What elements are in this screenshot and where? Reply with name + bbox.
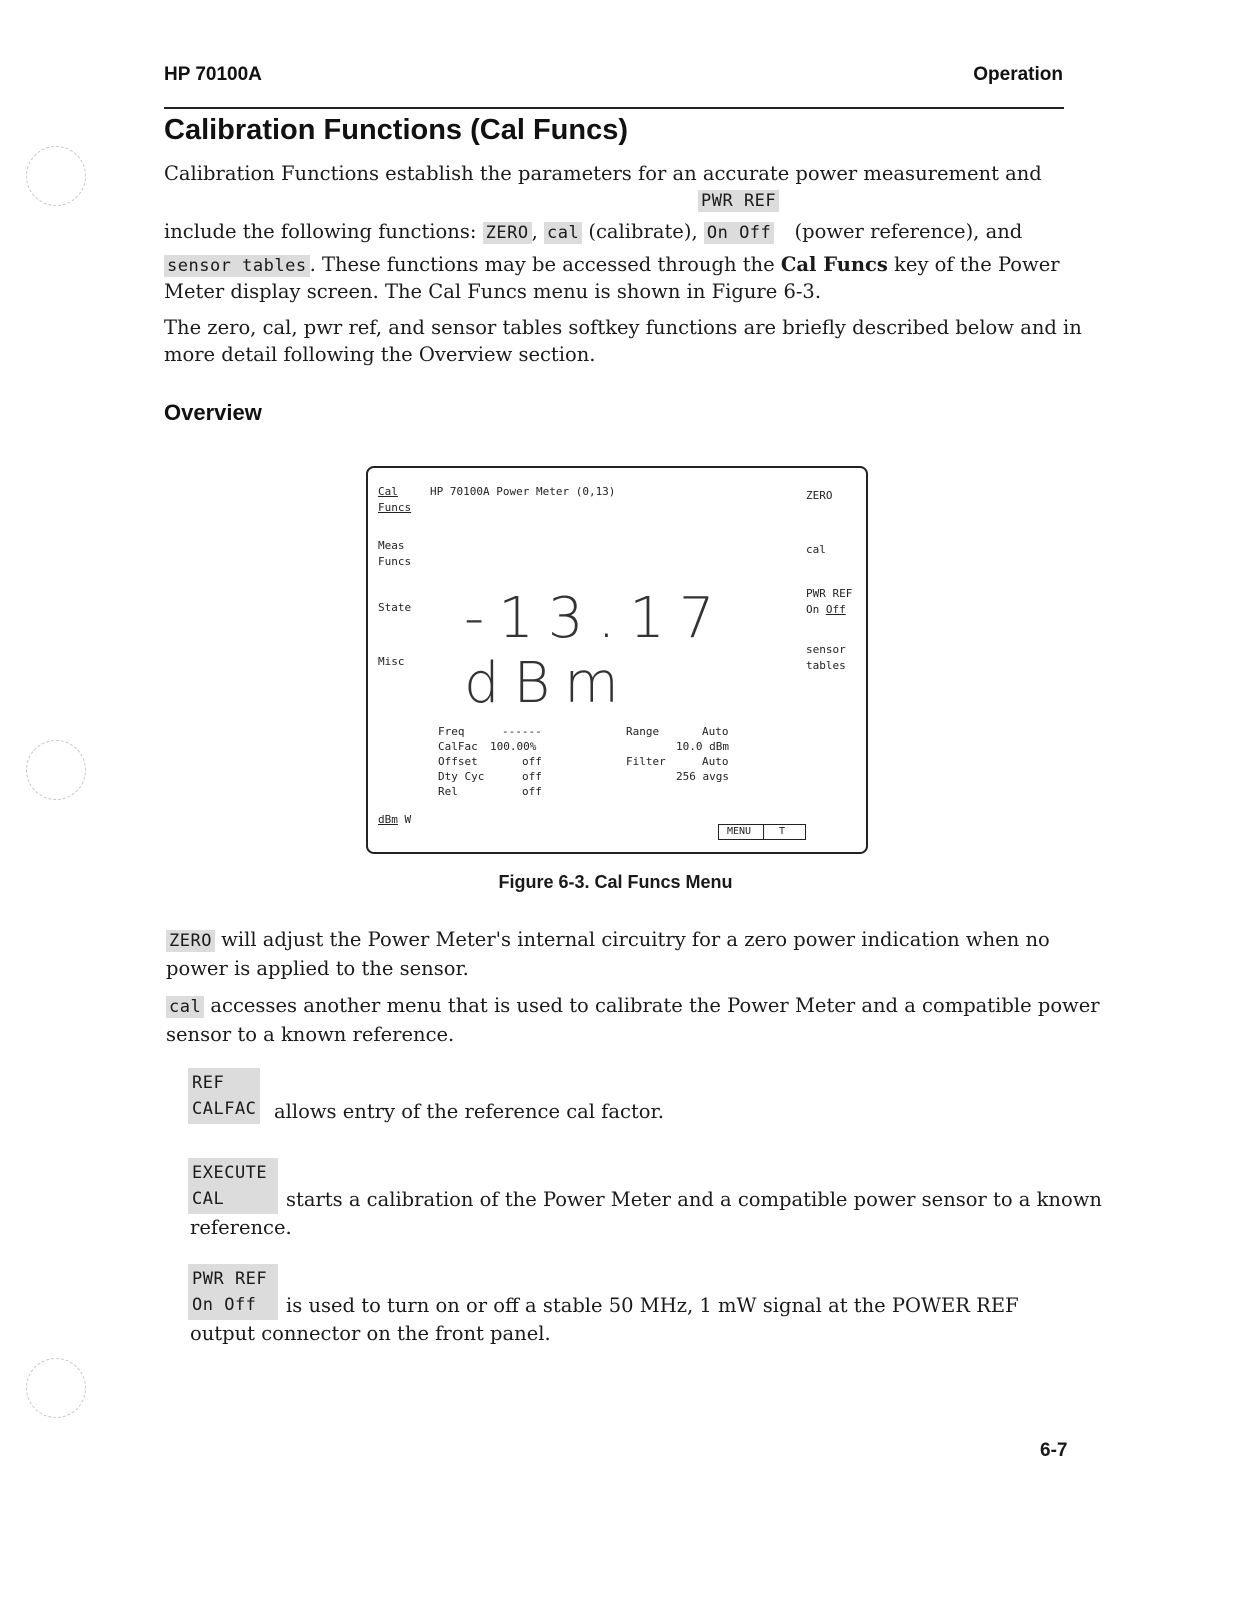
left-key-meas-funcs: Funcs bbox=[378, 555, 412, 568]
status-freq-value: ------ bbox=[502, 725, 542, 738]
page-title: Calibration Functions (Cal Funcs) bbox=[164, 114, 629, 146]
status-dtycyc-value: off bbox=[522, 770, 542, 783]
left-key-cal: Cal bbox=[378, 485, 398, 498]
left-key-funcs: Funcs bbox=[378, 501, 412, 514]
status-calfac-label: CalFac bbox=[438, 740, 478, 753]
calibrate-text: (calibrate), bbox=[588, 220, 698, 243]
intro-line-3-a: . These functions may be accessed through the bbox=[309, 253, 775, 276]
status-filter-label: Filter bbox=[626, 755, 666, 768]
figure-caption bbox=[0, 872, 1235, 893]
zero-desc-text-1: will adjust the Power Meter's internal circuitry for a zero power indication when no bbox=[221, 928, 1050, 951]
ref-key-label: REF bbox=[192, 1073, 225, 1093]
zero-description-line-2: power is applied to the sensor. bbox=[166, 957, 469, 980]
intro-line-3 bbox=[164, 251, 1060, 280]
ref-calfac-description: allows entry of the reference cal factor. bbox=[274, 1100, 664, 1123]
cal-description-line-1 bbox=[166, 992, 1100, 1021]
intro-line-2 bbox=[164, 218, 1022, 247]
right-key-on: On bbox=[806, 603, 820, 616]
units-w-label: W bbox=[404, 813, 412, 826]
status-range-level: 10.0 dBm bbox=[676, 740, 729, 753]
status-range-label: Range bbox=[626, 725, 660, 738]
power-reading: -13.17 dBm bbox=[464, 586, 729, 716]
zero-key-inline: ZERO bbox=[483, 222, 532, 244]
cal-funcs-bold: Cal Funcs bbox=[780, 253, 888, 276]
right-key-pwr-ref: PWR REF bbox=[806, 587, 853, 600]
cal-description-line-2: sensor to a known reference. bbox=[166, 1023, 455, 1046]
intro-line-3-b: key of the Power bbox=[894, 253, 1060, 276]
header-right: Operation bbox=[973, 64, 1063, 85]
left-key-state: State bbox=[378, 601, 412, 614]
ref-calfac-key bbox=[188, 1068, 260, 1124]
power-meter-screen bbox=[366, 466, 868, 854]
right-key-on-off bbox=[806, 602, 846, 617]
binder-hole-middle bbox=[26, 740, 86, 800]
overview-heading: Overview bbox=[164, 400, 262, 425]
right-key-tables: tables bbox=[806, 659, 846, 672]
status-filter-value: Auto bbox=[702, 755, 729, 768]
right-key-zero: ZERO bbox=[806, 489, 833, 502]
right-key-cal: cal bbox=[806, 543, 826, 556]
units-dbm-label: dBm bbox=[378, 813, 398, 826]
header-rule bbox=[164, 107, 1064, 109]
figure-caption-text: Figure 6-3. Cal Funcs Menu bbox=[498, 872, 733, 892]
status-rel-value: off bbox=[522, 785, 542, 798]
right-key-sensor: sensor bbox=[806, 643, 846, 656]
softkey-divider bbox=[763, 825, 764, 839]
binder-hole-top bbox=[26, 146, 86, 206]
intro-line-4: Meter display screen. The Cal Funcs menu is shown in Figure 6-3. bbox=[164, 280, 822, 303]
para2-line-2: more detail following the Overview section. bbox=[164, 343, 596, 366]
pwr-ref-key-label: PWR REF bbox=[192, 1269, 268, 1289]
para2-line-1: The zero, cal, pwr ref, and sensor tables softkey functions are briefly described below and in bbox=[164, 316, 1082, 339]
status-range-value: Auto bbox=[702, 725, 729, 738]
up-softkey: T bbox=[779, 826, 786, 837]
on-off-key-label: On Off bbox=[192, 1295, 257, 1315]
sensor-tables-key-inline: sensor tables bbox=[164, 255, 310, 277]
menu-softkey: MENU bbox=[727, 826, 752, 837]
screen-header: HP 70100A Power Meter (0,13) bbox=[430, 485, 616, 498]
cal-key-inline: cal bbox=[544, 222, 582, 244]
units-dbm bbox=[378, 812, 411, 827]
execute-key-label: EXECUTE bbox=[192, 1163, 268, 1183]
zero-description-line-1 bbox=[166, 926, 1050, 955]
status-calfac-value: 100.00% bbox=[490, 740, 537, 753]
cal-desc-text-1: accesses another menu that is used to calibrate the Power Meter and a compatible power bbox=[210, 994, 1100, 1017]
status-dtycyc-label: Dty Cyc bbox=[438, 770, 485, 783]
pwr-ref-text: (power reference), and bbox=[794, 220, 1023, 243]
left-key-meas: Meas bbox=[378, 539, 405, 552]
status-rel-label: Rel bbox=[438, 785, 458, 798]
execute-cal-key bbox=[188, 1158, 278, 1214]
page-number: 6-7 bbox=[1040, 1440, 1068, 1461]
binder-hole-bottom bbox=[26, 1358, 86, 1418]
menu-softkey-box bbox=[718, 824, 806, 840]
status-offset-label: Offset bbox=[438, 755, 478, 768]
status-filter-avgs: 256 avgs bbox=[676, 770, 729, 783]
intro-line-1: Calibration Functions establish the parameters for an accurate power measurement and bbox=[164, 162, 1042, 185]
execute-cal-description-line-2: reference. bbox=[190, 1216, 292, 1239]
intro-line-2-text: include the following functions: bbox=[164, 220, 477, 243]
cal-key-label: CAL bbox=[192, 1189, 225, 1209]
header-left: HP 70100A bbox=[164, 64, 262, 85]
pwr-ref-on-off-key bbox=[188, 1264, 278, 1320]
zero-key: ZERO bbox=[166, 930, 215, 952]
status-offset-value: off bbox=[522, 755, 542, 768]
pwr-ref-key-top: PWR REF bbox=[698, 190, 779, 212]
pwr-ref-description-line-1: is used to turn on or off a stable 50 MHz, 1 mW signal at the POWER REF bbox=[286, 1294, 1019, 1317]
left-key-misc: Misc bbox=[378, 655, 405, 668]
calfac-key-label: CALFAC bbox=[192, 1099, 257, 1119]
cal-key: cal bbox=[166, 996, 204, 1018]
pwr-ref-description-line-2: output connector on the front panel. bbox=[190, 1322, 551, 1345]
comma: , bbox=[531, 220, 538, 243]
on-off-key-inline: On Off bbox=[704, 222, 774, 244]
right-key-off: Off bbox=[825, 603, 846, 616]
execute-cal-description-line-1: starts a calibration of the Power Meter and a compatible power sensor to a known bbox=[286, 1188, 1102, 1211]
status-freq-label: Freq bbox=[438, 725, 465, 738]
